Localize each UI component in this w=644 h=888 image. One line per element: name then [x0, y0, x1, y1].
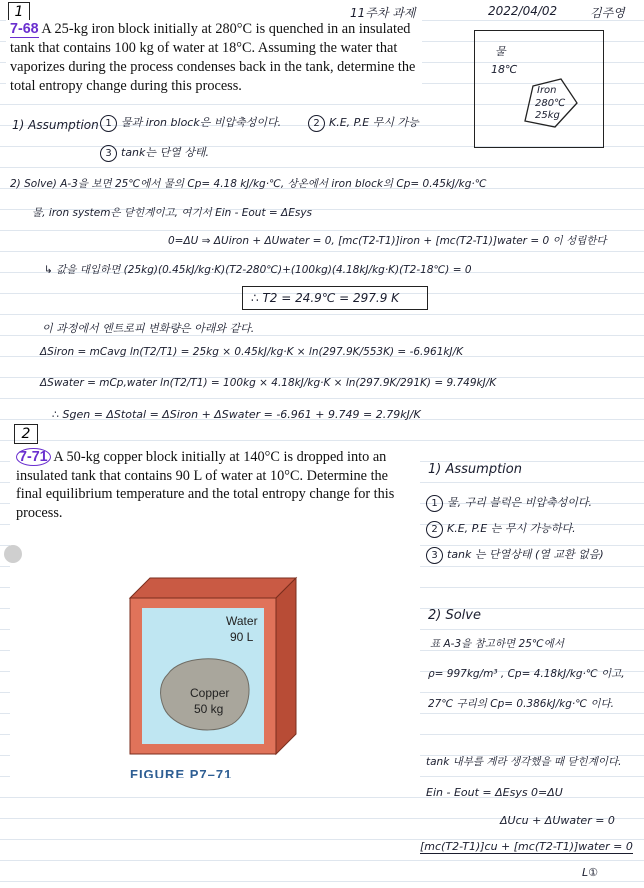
problem2-hand-number: 2 — [14, 424, 38, 444]
p1-assumption-title: 1) Assumption — [12, 118, 99, 132]
p1-assumption-2-text: K.E, P.E 무시 가능 — [329, 116, 419, 129]
problem1-number: 7-68 — [10, 21, 39, 37]
p1-assumption-1 — [100, 114, 281, 132]
p2-assumption-3 — [426, 546, 604, 564]
fig-water-volume: 90 L — [230, 630, 254, 644]
p1-s-iron: ΔSiron = mCavg ln(T2/T1) = 25kg × 0.45kJ/kg·K × ln(297.9K/553K) = -6.961kJ/K — [40, 346, 464, 358]
p1-assumption-3 — [100, 144, 209, 162]
problem1-text-block — [6, 20, 422, 98]
p1-assumption-2 — [308, 114, 419, 132]
sketch-water-temp: 18℃ — [491, 63, 518, 76]
sketch-water-label: 물 — [495, 45, 506, 58]
p2-assumption-2-text: K.E, P.E 는 무시 가능하다. — [447, 522, 576, 535]
circled-number-3: 3 — [426, 547, 443, 564]
problem2-paragraph — [16, 448, 414, 522]
problem2-text-block — [10, 444, 420, 778]
p2-eq-ref: L① — [582, 866, 598, 879]
p2-eq-1: Ein - Eout = ΔEsys 0=ΔU — [426, 786, 563, 799]
p2-eq-2: ΔUcu + ΔUwater = 0 — [500, 814, 615, 827]
p1-s-gen: ∴ Sgen = ΔStotal = ΔSiron + ΔSwater = -6.961 + 9.749 = 2.79kJ/K — [52, 408, 421, 421]
p1-solve-line1: 2) Solve) A-3을 보면 25℃에서 물의 Cp= 4.18 kJ/kg·℃, 상온에서 iron block의 Cp= 0.45kJ/kg·℃ — [10, 178, 487, 190]
circled-number-2: 2 — [426, 521, 443, 538]
p2-eq-3: [mc(T2-T1)]cu + [mc(T2-T1)]water = 0 — [420, 840, 633, 853]
p2-solve-2: ρ= 997kg/m³ , Cp= 4.18kJ/kg·℃ 이고, — [428, 668, 625, 680]
p2-assumption-3-text: tank 는 단열상태 (열 교환 없음) — [447, 548, 604, 561]
problem2-number: 7-71 — [16, 448, 51, 466]
header-name: 김주영 — [590, 6, 625, 20]
p1-assumption-1-text: 물과 iron block은 비압축성이다. — [121, 116, 282, 129]
p2-assumption-1-text: 물, 구리 블럭은 비압축성이다. — [447, 496, 592, 509]
circled-number-1: 1 — [100, 115, 117, 132]
p2-solve-3: 27℃ 구리의 Cp= 0.386kJ/kg·℃ 이다. — [428, 698, 614, 710]
tank-drawing — [128, 576, 298, 756]
p2-assumption-title: 1) Assumption — [428, 462, 522, 477]
p1-assumption-3-text: tank는 단열 상태. — [121, 146, 210, 159]
p2-assumption-1 — [426, 494, 592, 512]
p2-solve-title: 2) Solve — [428, 608, 481, 623]
pencil-marker-icon — [4, 545, 22, 563]
fig-copper-label: Copper — [190, 686, 230, 700]
problem2-statement: A 50-kg copper block initially at 140°C is dropped into an insulated tank that contains 90 L of water at 10°C. Determine the final equilibrium temperature and the total entropy change for this process. — [16, 449, 395, 521]
figure-caption: FIGURE P7–71 — [130, 767, 233, 778]
sketch-iron-label: Iron — [537, 85, 557, 96]
header-date: 2022/04/02 — [488, 4, 558, 18]
header-topic: 11주차 과제 — [350, 6, 416, 20]
p1-entropy-intro: 이 과정에서 엔트로피 변화량은 아래와 같다. — [42, 322, 255, 335]
circled-number-1: 1 — [426, 495, 443, 512]
p1-solve-line3: 0=ΔU ⇒ ΔUiron + ΔUwater = 0, [mc(T2-T1)]iron + [mc(T2-T1)]water = 0 이 성립한다 — [168, 235, 607, 247]
fig-water-label: Water — [226, 614, 258, 628]
p1-result-box: ∴ T2 = 24.9℃ = 297.9 K — [242, 286, 428, 310]
iron-tank-sketch — [474, 30, 604, 148]
p1-solve-line4: ↳ 값을 대입하면 (25kg)(0.45kJ/kg·K)(T2-280℃)+(100kg)(4.18kJ/kg·K)(T2-18℃) = 0 — [44, 264, 472, 276]
tank-figure — [128, 576, 298, 756]
problem1-statement: A 25-kg iron block initially at 280°C is quenched in an insulated tank that contains 100 kg of water at 18°C. Assuming the water that vaporizes during the process condenses back in the tank, determine the total entropy change during this process. — [10, 21, 416, 94]
sketch-iron-temp: 280℃ — [535, 98, 566, 109]
circled-number-2: 2 — [308, 115, 325, 132]
p1-s-water: ΔSwater = mCp,water ln(T2/T1) = 100kg × 4.18kJ/kg·K × ln(297.9K/291K) = 9.749kJ/K — [40, 377, 497, 389]
p2-assumption-2 — [426, 520, 576, 538]
p2-solve-1: 표 A-3을 참고하면 25℃에서 — [430, 638, 564, 650]
p2-solve-4: tank 내부를 계라 생각했을 때 닫힌계이다. — [426, 756, 622, 768]
p1-solve-line2: 물, iron system은 닫힌계이고, 여기서 Ein - Eout = ΔEsys — [32, 207, 313, 219]
problem1-hand-number: 1 — [8, 2, 30, 23]
sketch-iron-mass: 25kg — [535, 110, 560, 121]
circled-number-3: 3 — [100, 145, 117, 162]
fig-copper-mass: 50 kg — [194, 702, 224, 716]
